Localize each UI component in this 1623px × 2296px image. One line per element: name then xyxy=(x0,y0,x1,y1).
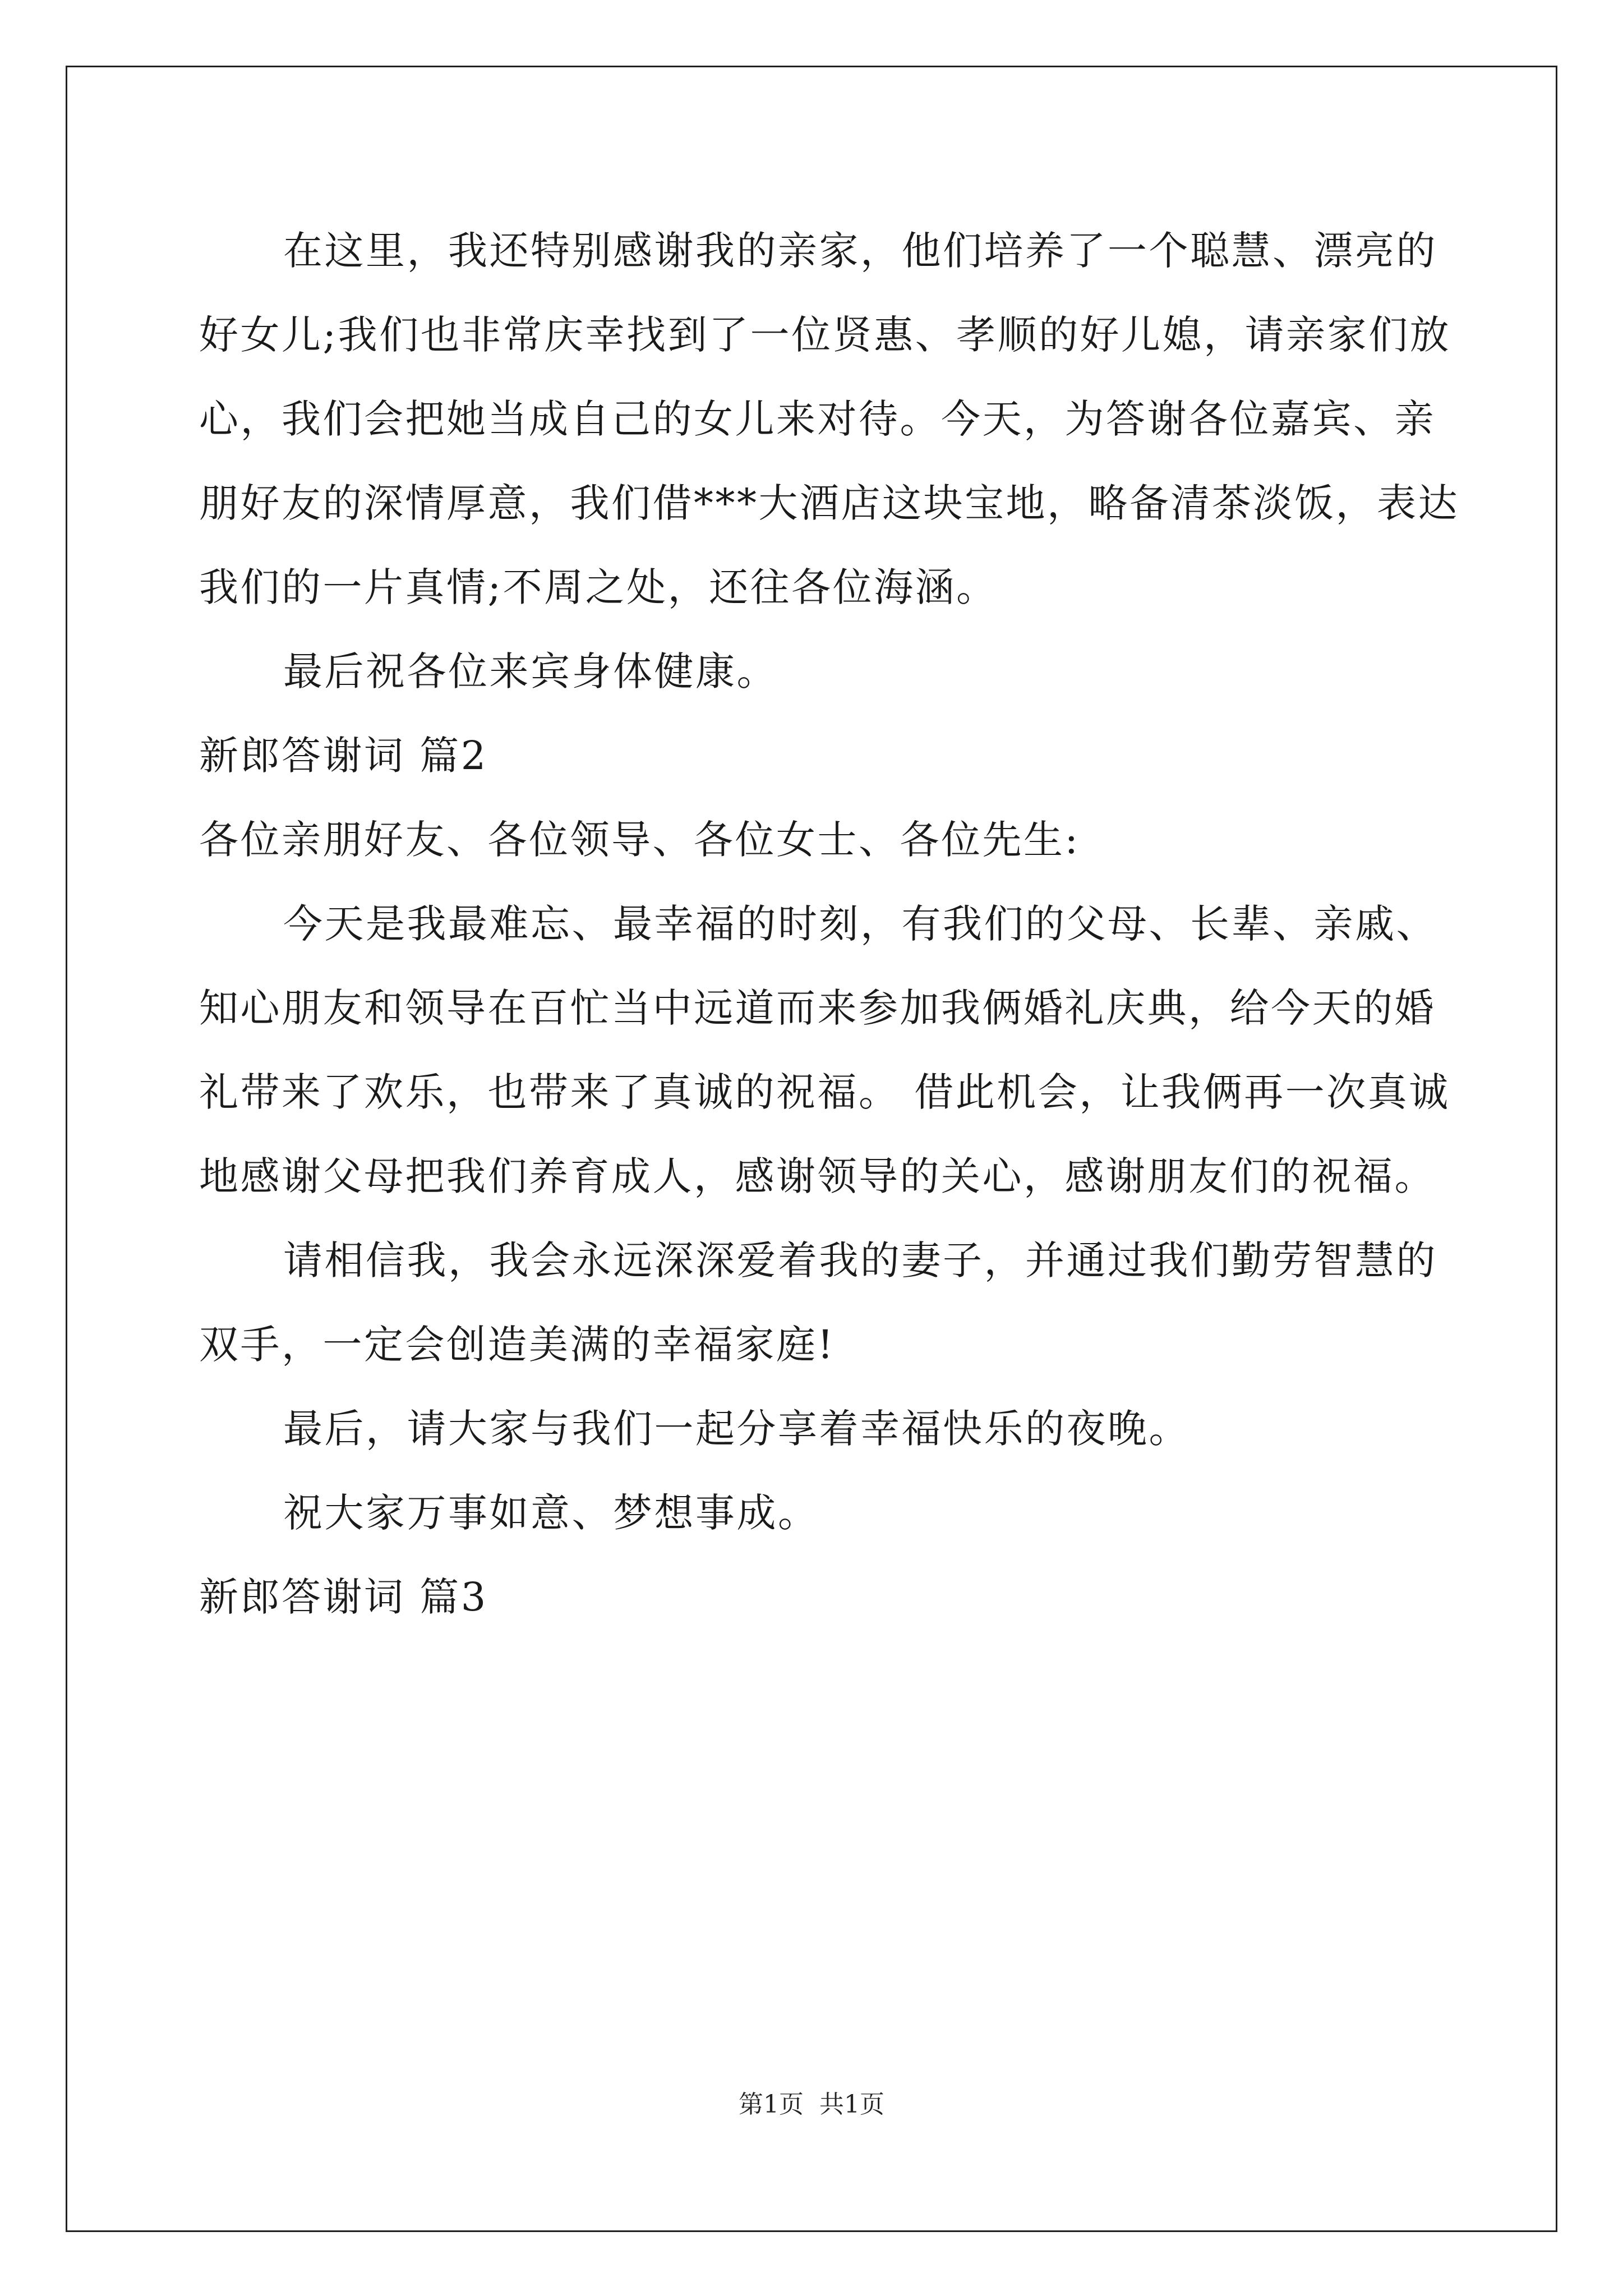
paragraph-line: 祝大家万事如意、梦想事成。 xyxy=(283,1490,819,1536)
paragraph-line: 好女儿;我们也非常庆幸找到了一位贤惠、孝顺的好儿媳，请亲家们放 xyxy=(199,312,1451,358)
paragraph-line: 地感谢父母把我们养育成人，感谢领导的关心，感谢朋友们的祝福。 xyxy=(199,1153,1436,1199)
section-heading: 新郎答谢词 篇3 xyxy=(199,1574,488,1620)
paragraph-line: 最后祝各位来宾身体健康。 xyxy=(283,648,778,694)
paragraph-line: 今天是我最难忘、最幸福的时刻，有我们的父母、长辈、亲戚、 xyxy=(283,901,1437,947)
page-footer: 第1页 共1页 xyxy=(739,2090,884,2119)
paragraph-line: 心，我们会把她当成自己的女儿来对待。今天，为答谢各位嘉宾、亲 xyxy=(199,396,1436,442)
paragraph-line: 我们的一片真情;不周之处，还往各位海涵。 xyxy=(199,564,998,610)
paragraph-line: 请相信我，我会永远深深爱着我的妻子，并通过我们勤劳智慧的 xyxy=(283,1237,1437,1283)
paragraph-line: 最后，请大家与我们一起分享着幸福快乐的夜晚。 xyxy=(283,1406,1190,1452)
paragraph-line: 在这里，我还特别感谢我的亲家，他们培养了一个聪慧、漂亮的 xyxy=(283,228,1437,274)
section-heading: 新郎答谢词 篇2 xyxy=(199,733,488,779)
paragraph-line: 朋好友的深情厚意，我们借***大酒店这块宝地，略备清茶淡饭，表达 xyxy=(199,480,1459,526)
salutation: 各位亲朋好友、各位领导、各位女士、各位先生: xyxy=(199,817,1080,863)
paragraph-line: 知心朋友和领导在百忙当中远道而来参加我俩婚礼庆典，给今天的婚 xyxy=(199,985,1436,1031)
paragraph-line: 双手，一定会创造美满的幸福家庭! xyxy=(199,1322,836,1368)
paragraph-line: 礼带来了欢乐，也带来了真诚的祝福。 借此机会，让我俩再一次真诚 xyxy=(199,1069,1450,1115)
